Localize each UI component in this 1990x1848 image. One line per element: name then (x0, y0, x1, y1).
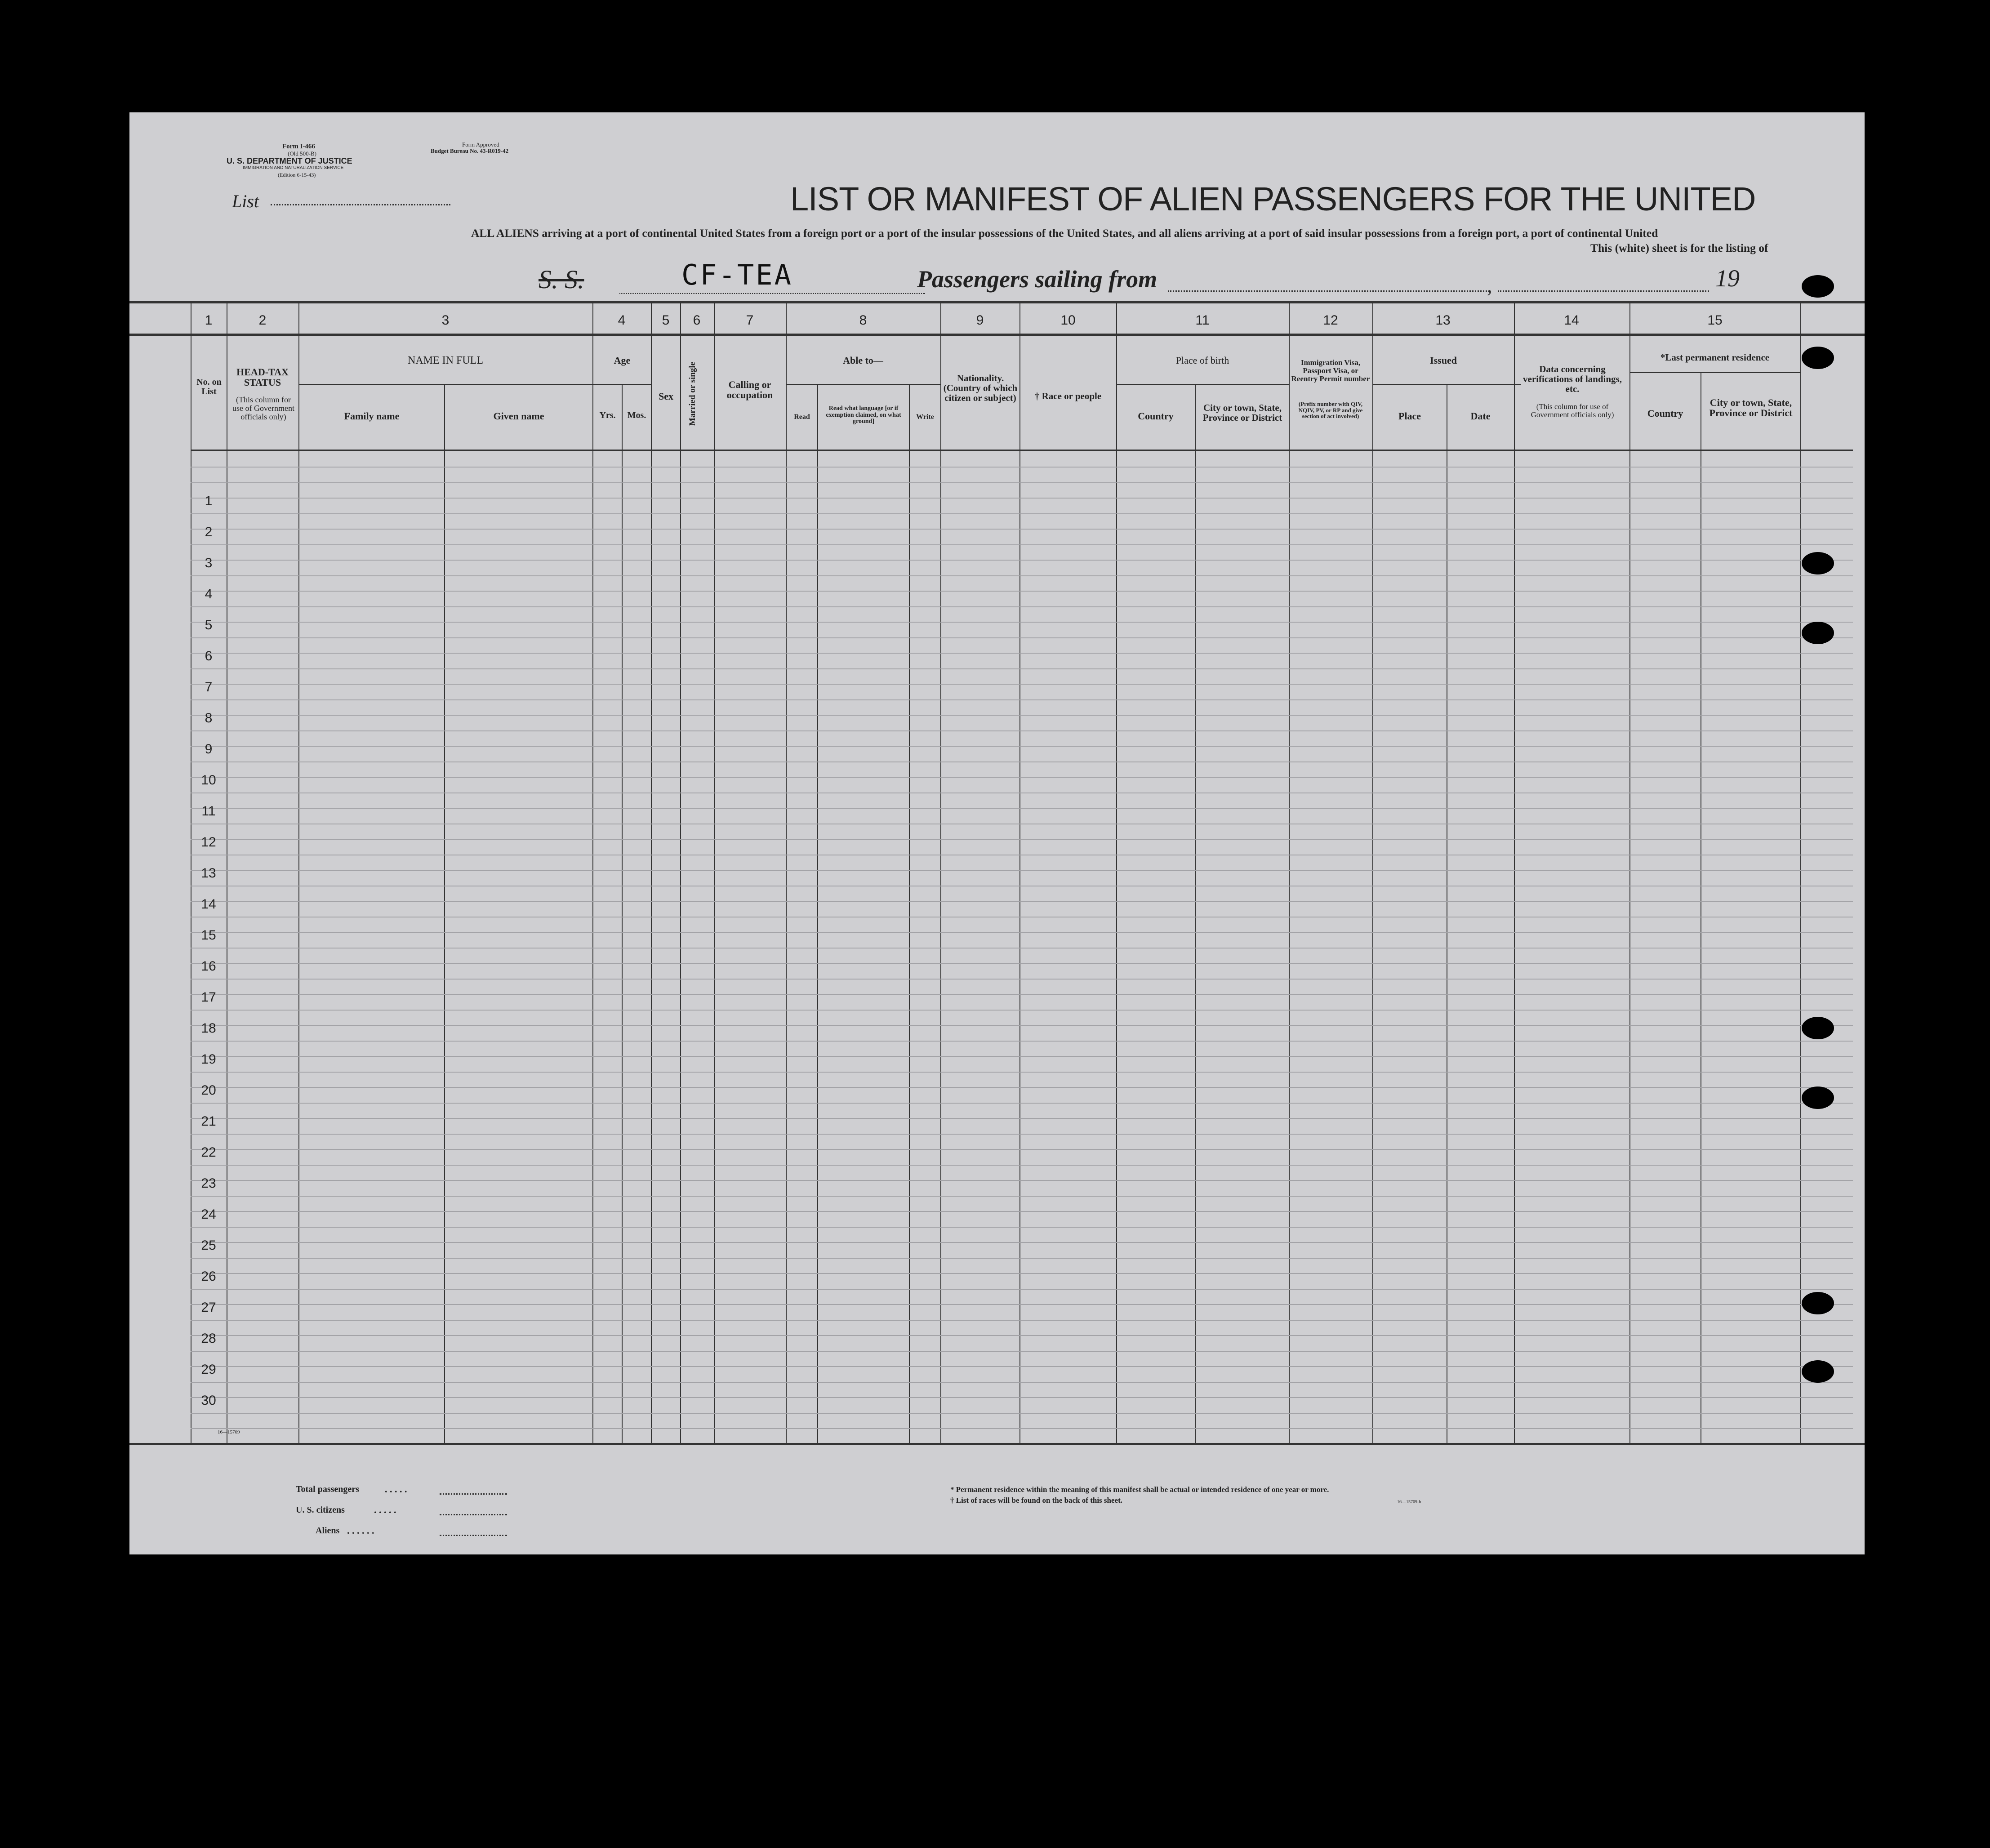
form-number: Form I-466 (282, 143, 315, 150)
row-number: 16 (201, 959, 216, 974)
column-number: 7 (746, 313, 754, 328)
birth-subheader-rule (1116, 384, 1289, 385)
row-number: 26 (201, 1269, 216, 1284)
header-married-or-single: Married or single (688, 361, 698, 426)
ruled-line (191, 1366, 1853, 1367)
header-last-residence: *Last permanent residence (1660, 352, 1770, 363)
ruled-line (191, 1010, 1853, 1011)
punch-hole (1802, 1292, 1834, 1314)
ruled-line (191, 1227, 1853, 1228)
row-number: 7 (205, 680, 213, 695)
dots: . . . . . (385, 1483, 407, 1495)
row-number: 29 (201, 1362, 216, 1377)
header-issued: Issued (1430, 355, 1457, 366)
col-rule (592, 301, 593, 1444)
manifest-instructions: ALL ALIENS arriving at a port of continental United States from a foreign port or a port of the insular possessions of the United States, and all aliens arriving at a port of said insular possessions from a foreign port, a port of continental United (471, 227, 1658, 240)
ruled-line (191, 1103, 1853, 1104)
row-number: 6 (205, 649, 213, 663)
ruled-line (191, 1382, 1853, 1383)
table-bottom-rule (129, 1443, 1865, 1445)
sailing-from-label: Passengers sailing from (917, 266, 1157, 293)
row-number: 1 (205, 494, 213, 508)
col-rule (680, 301, 681, 1444)
ruled-line (191, 1413, 1853, 1414)
ruled-line (191, 1196, 1853, 1197)
row-number: 13 (201, 866, 216, 881)
row-number: 12 (201, 835, 216, 850)
ruled-line (191, 513, 1853, 514)
ruled-line (191, 560, 1853, 561)
column-number: 13 (1435, 313, 1451, 328)
sailing-date-field[interactable] (1498, 290, 1709, 292)
row-number: 25 (201, 1238, 216, 1253)
column-number: 11 (1195, 313, 1210, 328)
ruled-line (191, 994, 1853, 995)
row-number: 3 (205, 556, 213, 570)
ss-prefix: S. S. (539, 265, 584, 294)
column-number: 9 (976, 313, 984, 328)
ruled-line (191, 1289, 1853, 1290)
header-nationality: Nationality. (Country of which citizen or subject) (943, 373, 1018, 404)
ruled-line (191, 529, 1853, 530)
column-number: 10 (1060, 313, 1076, 328)
header-name-in-full: NAME IN FULL (408, 355, 483, 366)
ruled-line (191, 1320, 1853, 1321)
ruled-line (191, 761, 1853, 762)
print-code-left: 16—15709 (218, 1429, 240, 1435)
ruled-line (191, 1397, 1853, 1398)
col-rule (940, 301, 941, 1444)
ruled-line (191, 746, 1853, 747)
header-bottom-rule (191, 450, 1853, 451)
header-head-tax-note: (This column for use of Government officials only) (232, 395, 294, 421)
header-issued-place: Place (1398, 410, 1421, 422)
ruled-line (191, 653, 1853, 654)
header-age: Age (614, 355, 631, 366)
ruled-line (191, 622, 1853, 623)
list-label: List (232, 191, 259, 211)
ruled-line (191, 1056, 1853, 1057)
ruled-line (191, 1273, 1853, 1274)
row-number: 21 (201, 1114, 216, 1129)
col-rule (1289, 301, 1290, 1444)
ruled-line (191, 1335, 1853, 1336)
service-name: IMMIGRATION AND NATURALIZATION SERVICE (243, 165, 344, 170)
header-able-to: Able to— (843, 355, 883, 366)
header-family-name: Family name (344, 410, 400, 422)
column-number: 15 (1707, 313, 1723, 328)
ship-name-handwritten[interactable]: CF-TEA (681, 258, 793, 291)
ruled-line (191, 870, 1853, 871)
header-sex: Sex (659, 391, 673, 402)
row-number: 19 (201, 1052, 216, 1067)
ruled-line (191, 1211, 1853, 1212)
row-number: 9 (205, 742, 213, 757)
header-visa-note: (Prefix number with QIV, NQIV, PV, or RP and give section of act involved) (1298, 401, 1363, 420)
row-number: 5 (205, 618, 213, 632)
ruled-line (191, 1087, 1853, 1088)
col-rule (909, 384, 910, 1444)
header-issued-date: Date (1470, 410, 1491, 422)
list-number-field[interactable] (271, 204, 450, 205)
row-number: 10 (201, 773, 216, 788)
comma-separator: , (1487, 274, 1492, 297)
form-old-number: (Old 500-B) (288, 150, 316, 157)
column-number: 6 (693, 313, 701, 328)
header-calling: Calling or occupation (726, 379, 773, 401)
ruled-line (191, 1351, 1853, 1352)
row-number: 4 (205, 587, 213, 601)
punch-hole (1802, 622, 1834, 644)
ruled-line (191, 808, 1853, 809)
ruled-line (191, 1025, 1853, 1026)
row-number: 23 (201, 1176, 216, 1191)
row-number: 20 (201, 1083, 216, 1098)
ruled-line (191, 637, 1853, 638)
punch-hole (1802, 1017, 1834, 1039)
ruled-line (191, 979, 1853, 980)
aliens-field[interactable] (440, 1535, 507, 1536)
ruled-line (191, 575, 1853, 576)
col-rule (1116, 301, 1117, 1444)
header-write: Write (916, 413, 934, 421)
col-rule (714, 301, 715, 1444)
column-number-rule (129, 334, 1865, 336)
ruled-line (191, 1258, 1853, 1259)
header-birth-city: City or town, State, Province or District (1202, 402, 1282, 423)
row-number: 24 (201, 1207, 216, 1222)
ruled-line (191, 606, 1853, 607)
ruled-line (191, 839, 1853, 840)
column-number: 4 (618, 313, 626, 328)
punch-hole (1802, 275, 1834, 298)
dots: . . . . . . (347, 1525, 374, 1536)
us-citizens-field[interactable] (440, 1514, 507, 1515)
ruled-line (191, 963, 1853, 964)
col-rule (1195, 384, 1196, 1444)
row-number: 17 (201, 990, 216, 1005)
ruled-line (191, 1149, 1853, 1150)
ruled-line (191, 901, 1853, 902)
column-number: 2 (258, 313, 267, 328)
ruled-line (191, 1242, 1853, 1243)
header-yrs: Yrs. (599, 410, 616, 420)
row-number: 8 (205, 711, 213, 726)
ruled-line (191, 715, 1853, 716)
manifest-title: LIST OR MANIFEST OF ALIEN PASSENGERS FOR THE UNITED (790, 180, 1756, 218)
residence-footnote: * Permanent residence within the meaning of this manifest shall be actual or intended residence of one year or more. (950, 1485, 1329, 1494)
header-visa: Immigration Visa, Passport Visa, or Reentry Permit number (1291, 358, 1370, 383)
row-number: 14 (201, 897, 216, 912)
budget-bureau-number: Budget Bureau No. 43-R019-42 (431, 147, 509, 154)
header-read-language: Read what language [or if exemption claimed, on what ground] (826, 405, 901, 425)
ruled-line (191, 482, 1853, 483)
sheet-listing-note: This (white) sheet is for the listing of (1590, 241, 1768, 254)
form-approved: Form Approved (462, 141, 499, 148)
column-number: 1 (205, 313, 213, 328)
name-subheader-rule (298, 384, 592, 385)
header-mos: Mos. (627, 410, 646, 420)
ruled-line (191, 1180, 1853, 1181)
races-footnote: † List of races will be found on the back of this sheet. (950, 1496, 1122, 1505)
punch-hole (1802, 552, 1834, 574)
header-given-name: Given name (493, 410, 544, 422)
header-data-concerning: Data concerning verifications of landings, etc. (1523, 364, 1622, 395)
punch-hole (1802, 1087, 1834, 1109)
row-number: 18 (201, 1021, 216, 1036)
col-rule (817, 384, 818, 1444)
header-data-note: (This column for use of Government officials only) (1531, 402, 1614, 419)
punch-hole (1802, 1360, 1834, 1383)
ruled-line (191, 467, 1853, 468)
header-race: † Race or people (1034, 391, 1102, 401)
row-number: 2 (205, 525, 213, 539)
header-read: Read (794, 413, 810, 421)
able-subheader-rule (786, 384, 940, 385)
punch-hole (1802, 347, 1834, 369)
column-number: 3 (441, 313, 450, 328)
col-rule (786, 301, 787, 1444)
ruled-line (191, 1304, 1853, 1305)
row-number: 28 (201, 1331, 216, 1346)
ruled-line (191, 668, 1853, 669)
ruled-line (191, 498, 1853, 499)
row-number: 11 (201, 804, 216, 819)
col-rule (298, 301, 299, 1444)
row-number: 27 (201, 1300, 216, 1315)
column-number: 12 (1323, 313, 1338, 328)
col-rule (1019, 301, 1020, 1444)
col-rule (1800, 301, 1801, 1444)
header-place-of-birth: Place of birth (1175, 355, 1229, 366)
ruled-line (191, 777, 1853, 778)
ship-name-field (619, 293, 925, 294)
year-prefix: 19 (1715, 265, 1740, 292)
department-name: U. S. DEPARTMENT OF JUSTICE (227, 156, 352, 165)
ruled-line (191, 1134, 1853, 1135)
row-number: 15 (201, 928, 216, 943)
header-residence-city: City or town, State, Province or District (1709, 397, 1793, 419)
col-rule (651, 301, 652, 1444)
us-citizens-label: U. S. citizens (296, 1505, 345, 1515)
ruled-line (191, 1165, 1853, 1166)
ruled-line (191, 591, 1853, 592)
header-residence-country: Country (1647, 408, 1683, 419)
total-passengers-field[interactable] (440, 1493, 507, 1495)
ruled-line (191, 932, 1853, 933)
form-edition: (Edition 6-15-43) (278, 172, 316, 178)
header-head-tax: HEAD-TAX STATUS (236, 366, 289, 388)
column-number: 14 (1564, 313, 1579, 328)
ruled-line (191, 699, 1853, 700)
header-birth-country: Country (1138, 410, 1174, 422)
table-top-rule (129, 301, 1865, 303)
column-number: 8 (859, 313, 867, 328)
manifest-sheet (129, 112, 1865, 1554)
total-passengers-label: Total passengers (296, 1484, 359, 1494)
ruled-line (191, 684, 1853, 685)
col-rule (1514, 301, 1515, 1444)
col-rule (1372, 301, 1373, 1444)
ruled-line (191, 1428, 1853, 1429)
col-rule (1629, 301, 1630, 1444)
col-rule (622, 384, 623, 1444)
row-number: 30 (201, 1393, 216, 1408)
aliens-label: Aliens (316, 1526, 340, 1536)
col-rule (444, 384, 445, 1444)
print-code-right: 16—15709-b (1397, 1500, 1421, 1505)
dots: . . . . . (374, 1504, 396, 1515)
row-number: 22 (201, 1145, 216, 1160)
ruled-line (191, 544, 1853, 545)
header-no-on-list: No. on List (196, 377, 222, 396)
ruled-line (191, 1072, 1853, 1073)
column-number: 5 (662, 313, 670, 328)
residence-subheader-rule (1629, 372, 1800, 373)
ruled-line (191, 1118, 1853, 1119)
sailing-port-field[interactable] (1168, 290, 1487, 292)
ruled-line (191, 1041, 1853, 1042)
ruled-line (191, 730, 1853, 731)
